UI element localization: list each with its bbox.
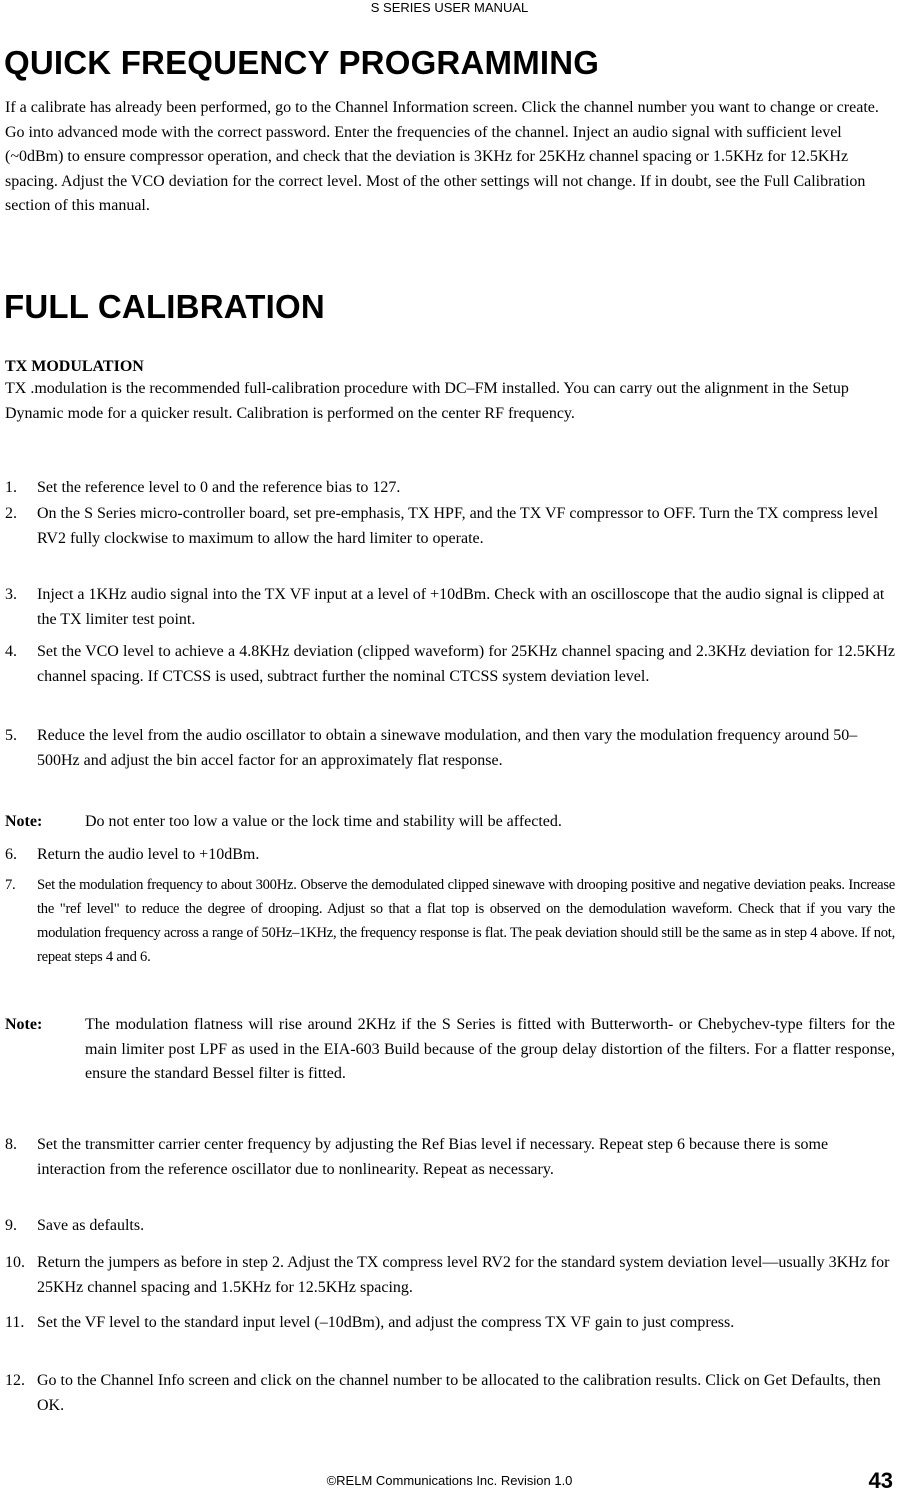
step-number: 1.	[5, 479, 17, 496]
step-text: Save as defaults.	[37, 1217, 145, 1234]
page-number: 43	[868, 1468, 893, 1493]
step-10	[5, 1251, 895, 1300]
note-text: Do not enter too low a value or the lock time and stability will be affected.	[85, 813, 562, 830]
step-text: Set the reference level to 0 and the reference bias to 127.	[37, 479, 401, 496]
step-8	[5, 1133, 895, 1182]
note-label: Note:	[5, 813, 43, 830]
subheading-tx-modulation: TX MODULATION	[5, 358, 144, 375]
step-number: 12.	[5, 1372, 25, 1389]
step-3	[5, 583, 895, 632]
section-title-quick-frequency-programming: QUICK FREQUENCY PROGRAMMING	[4, 44, 600, 81]
step-number: 11.	[5, 1314, 25, 1331]
step-number: 4.	[5, 643, 17, 660]
step-text: Set the modulation frequency to about 300Hz. Observe the demodulated clipped sinewave with drooping positive and negative deviation peaks. Increase the "ref level" to reduce the degree of drooping. Adjust so that a flat top is observed on the demodulation waveform. Check that if you vary the modulation frequency across a range of 50Hz–1KHz, the frequency response is flat. The peak deviation should still be the same as in step 4 above. If not, repeat steps 4 and 6.	[37, 877, 895, 965]
step-12	[5, 1369, 895, 1418]
step-number: 5.	[5, 727, 17, 744]
step-7	[5, 873, 895, 969]
step-text: Reduce the level from the audio oscillator to obtain a sinewave modulation, and then vary the modulation frequency around 50–500Hz and adjust the bin accel factor for an approximately flat response.	[37, 727, 858, 769]
step-text: Return the audio level to +10dBm.	[37, 846, 260, 863]
step-number: 7.	[5, 877, 16, 893]
step-1	[5, 476, 895, 501]
step-text: Set the transmitter carrier center frequency by adjusting the Ref Bias level if necessary. Repeat step 6 because there is some interaction from the reference oscillator due to nonlinearity. Repeat as necessary.	[37, 1136, 829, 1178]
note-modulation-flatness	[5, 1013, 895, 1087]
quick-programming-paragraph: If a calibrate has already been performed, go to the Channel Information screen. Click the channel number you want to change or create. Go into advanced mode with the correct password. Enter the frequencies of the channel. Inject an audio signal with sufficient level (~0dBm) to ensure compressor operation, and check that the deviation is 3KHz for 25KHz channel spacing or 1.5KHz for 12.5KHz spacing. Adjust the VCO deviation for the correct level. Most of the other settings will not change. If in doubt, see the Full Calibration section of this manual.	[5, 99, 879, 214]
step-4	[5, 640, 895, 689]
step-text: Inject a 1KHz audio signal into the TX VF input at a level of +10dBm. Check with an oscilloscope that the audio signal is clipped at the TX limiter test point.	[37, 586, 885, 628]
step-11	[5, 1311, 895, 1336]
footer-copyright: ©RELM Communications Inc. Revision 1.0	[326, 1473, 573, 1488]
step-text: Set the VCO level to achieve a 4.8KHz deviation (clipped waveform) for 25KHz channel spacing and 2.3KHz deviation for 12.5KHz channel spacing. If CTCSS is used, subtract further the nominal CTCSS system deviation level.	[37, 643, 895, 685]
step-text: Return the jumpers as before in step 2. Adjust the TX compress level RV2 for the standard system deviation level—usually 3KHz for 25KHz channel spacing and 1.5KHz for 12.5KHz spacing.	[37, 1254, 890, 1296]
note-lock-time	[5, 810, 895, 835]
step-9	[5, 1214, 895, 1239]
step-6	[5, 843, 895, 868]
note-text: The modulation flatness will rise around 2KHz if the S Series is fitted with Butterworth- or Chebychev-type filters for the main limiter post LPF as used in the EIA-603 Build because of the group delay distortion of the filters. For a flatter response, ensure the standard Bessel filter is fitted.	[85, 1016, 895, 1082]
step-text: On the S Series micro-controller board, set pre-emphasis, TX HPF, and the TX VF compressor to OFF. Turn the TX compress level RV2 fully clockwise to maximum to allow the hard limiter to operate.	[37, 505, 879, 547]
step-2	[5, 502, 895, 551]
step-number: 8.	[5, 1136, 17, 1153]
step-number: 2.	[5, 505, 17, 522]
running-header: S SERIES USER MANUAL	[370, 0, 529, 15]
step-number: 9.	[5, 1217, 17, 1234]
note-label: Note:	[5, 1016, 43, 1033]
step-number: 3.	[5, 586, 17, 603]
step-number: 10.	[5, 1254, 25, 1271]
section-title-full-calibration: FULL CALIBRATION	[4, 288, 325, 325]
tx-modulation-intro-paragraph: TX .modulation is the recommended full-calibration procedure with DC–FM installed. You can carry out the alignment in the Setup Dynamic mode for a quicker result. Calibration is performed on the center RF frequency.	[5, 380, 849, 422]
step-number: 6.	[5, 846, 17, 863]
step-text: Go to the Channel Info screen and click on the channel number to be allocated to the calibration results. Click on Get Defaults, then OK.	[37, 1372, 881, 1414]
step-5	[5, 724, 895, 773]
step-text: Set the VF level to the standard input level (–10dBm), and adjust the compress TX VF gain to just compress.	[37, 1314, 735, 1331]
